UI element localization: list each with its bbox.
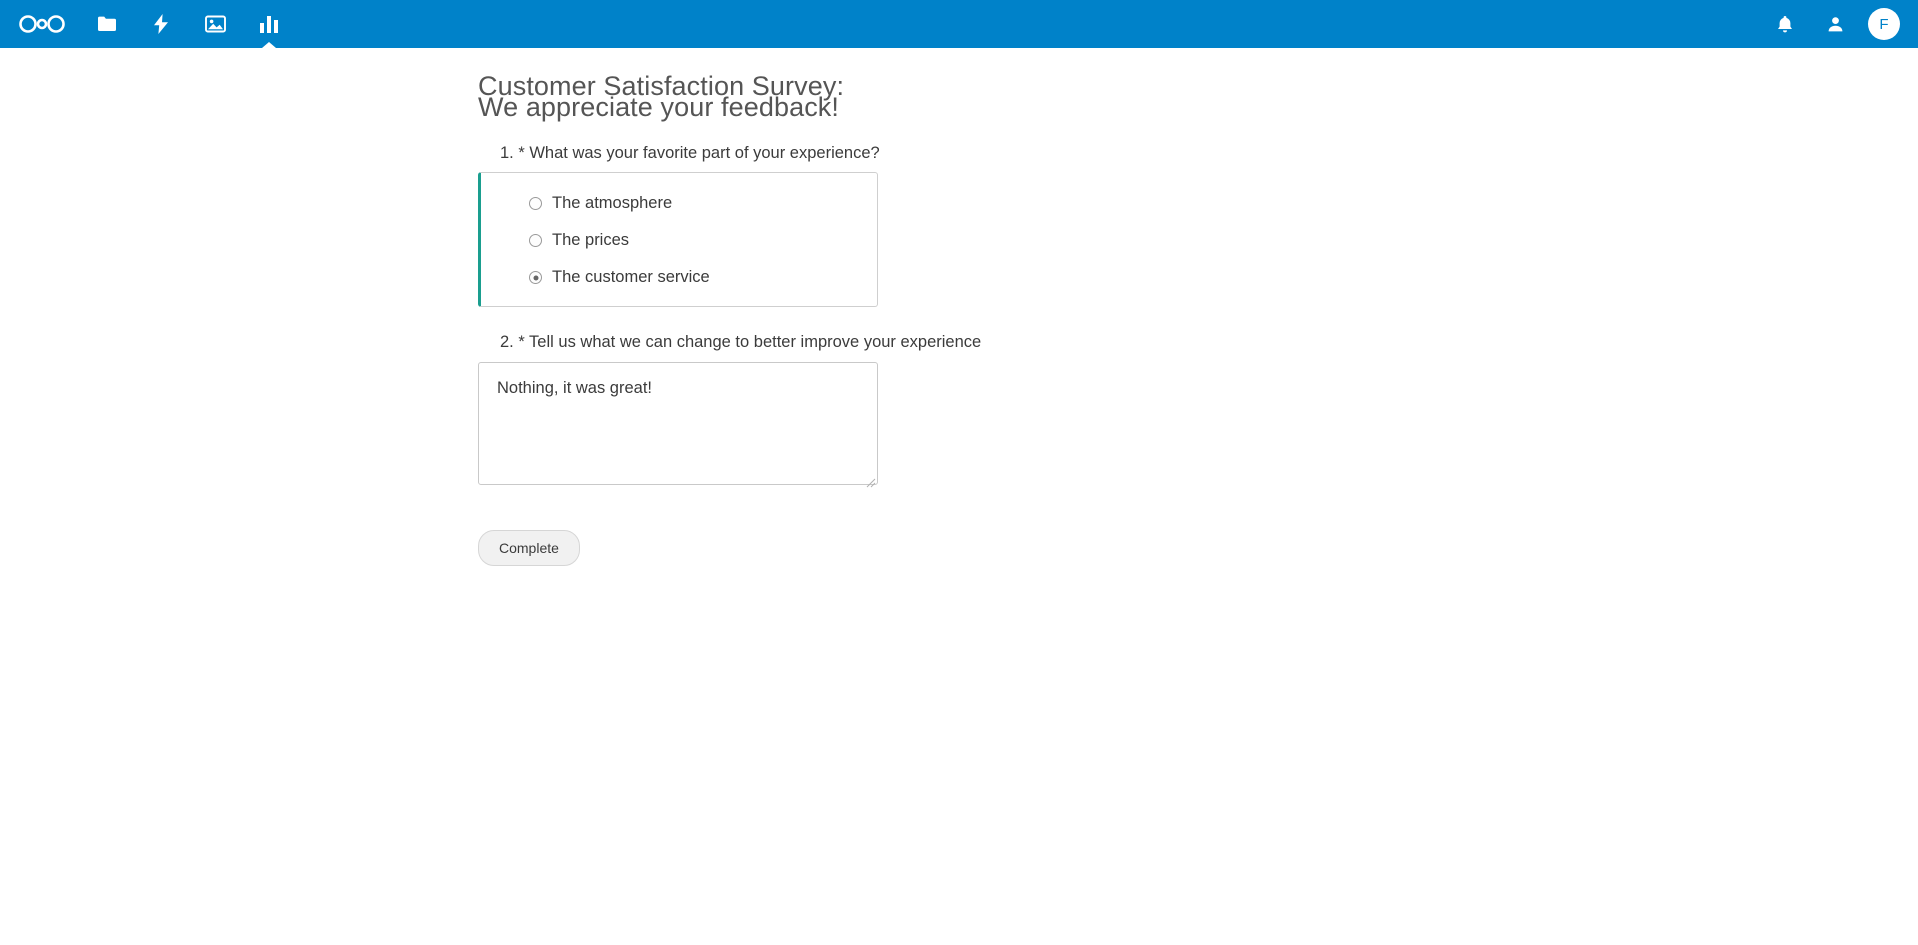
feedback-textarea[interactable] <box>478 362 878 485</box>
app-navigation <box>80 0 296 48</box>
activity-icon[interactable] <box>134 0 188 48</box>
page-title: Customer Satisfaction Survey: We appreciate your feedback! <box>478 71 845 122</box>
nextcloud-logo[interactable] <box>14 0 70 48</box>
radio-input-the-atmosphere[interactable] <box>529 197 542 210</box>
radio-input-the-customer-service[interactable] <box>529 271 542 284</box>
question-2-answer-wrapper <box>478 352 878 490</box>
forms-icon[interactable] <box>242 0 296 48</box>
radio-option-the-prices[interactable] <box>481 232 877 249</box>
notifications-bell-icon[interactable] <box>1760 0 1810 48</box>
complete-button[interactable]: Complete <box>478 530 580 566</box>
question-1-label: 1. * What was your favorite part of your experience? <box>500 144 880 162</box>
radio-input-the-prices[interactable] <box>529 234 542 247</box>
contacts-icon[interactable] <box>1810 0 1860 48</box>
app-header-right <box>1760 0 1904 48</box>
question-2-label: 2. * Tell us what we can change to better improve your experience <box>500 333 982 351</box>
radio-label-the-atmosphere[interactable]: The atmosphere <box>552 194 673 212</box>
radio-label-the-prices[interactable]: The prices <box>552 231 630 249</box>
photos-icon[interactable] <box>188 0 242 48</box>
radio-option-the-atmosphere[interactable] <box>481 195 877 212</box>
question-1-answer-group <box>478 172 878 307</box>
app-header <box>0 0 1918 48</box>
radio-label-the-customer-service[interactable]: The customer service <box>552 268 710 286</box>
avatar[interactable]: F <box>1868 8 1900 40</box>
survey-form <box>478 71 1178 566</box>
files-icon[interactable] <box>80 0 134 48</box>
radio-option-the-customer-service[interactable] <box>481 269 877 286</box>
